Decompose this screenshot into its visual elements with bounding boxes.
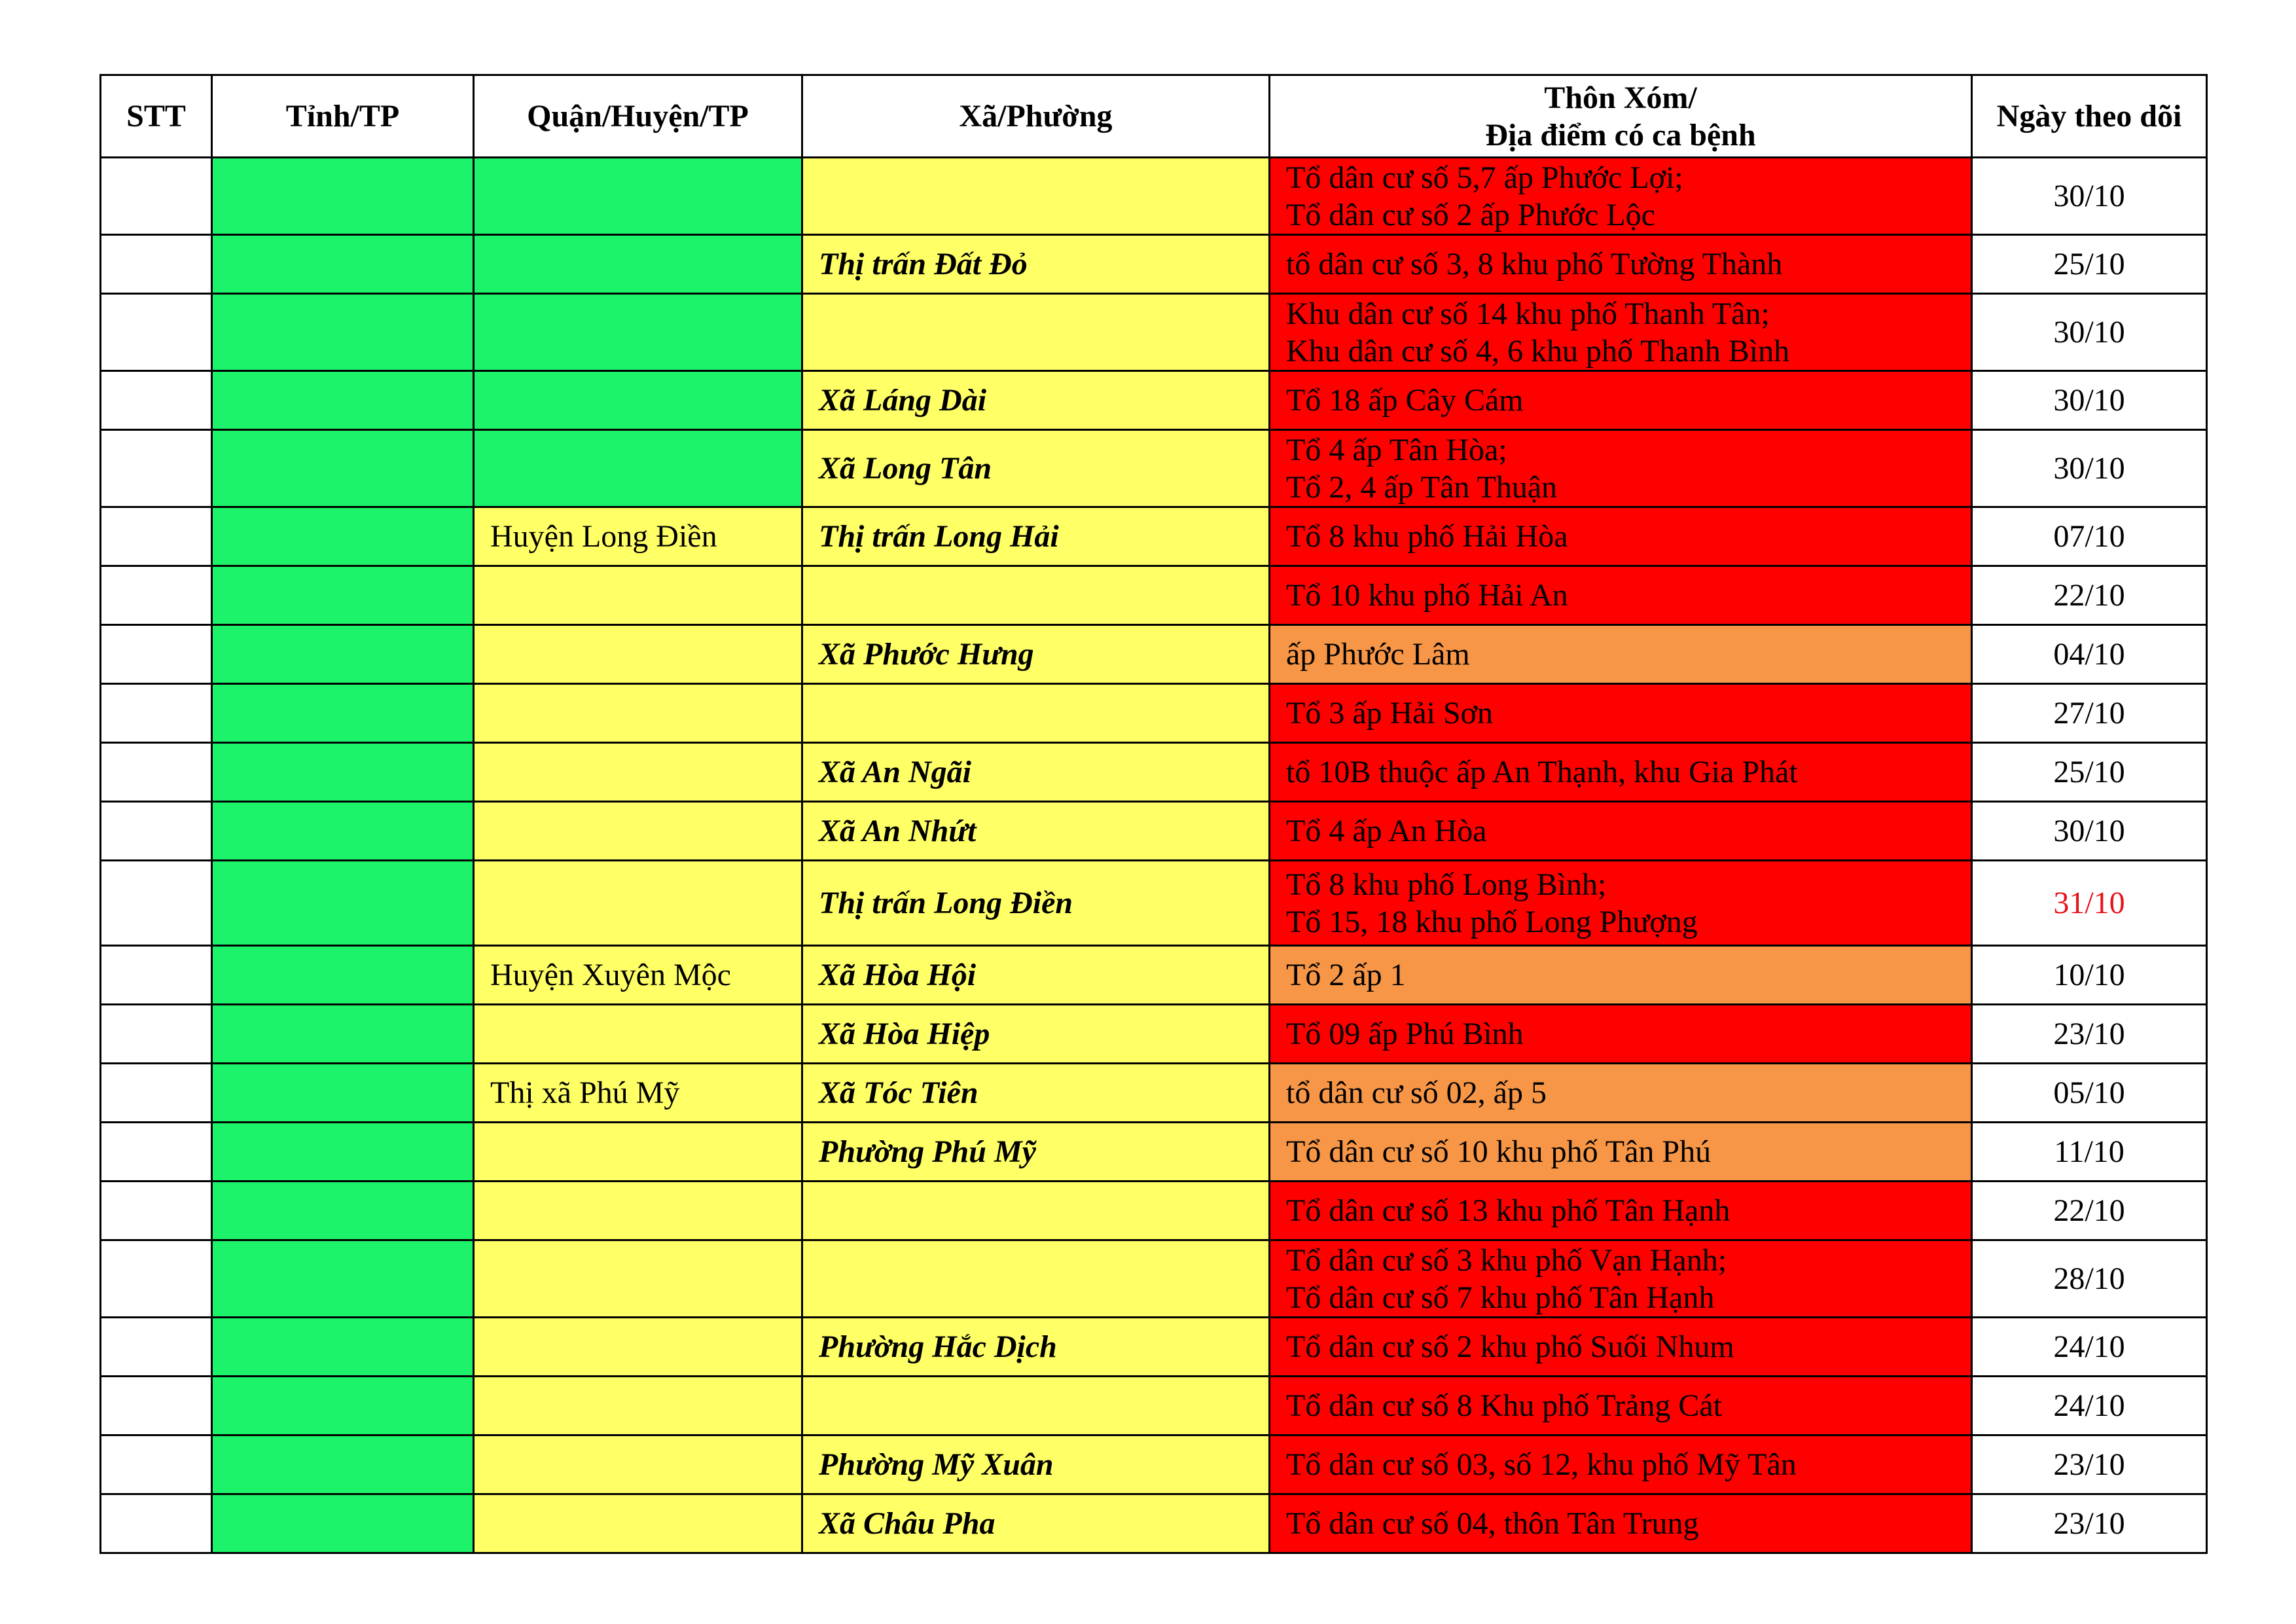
province-cell (212, 294, 474, 371)
stt-cell (101, 1005, 212, 1064)
location-line: Tổ 8 khu phố Long Bình; (1286, 867, 1607, 902)
header-district: Quận/Huyện/TP (474, 75, 802, 158)
commune-cell (802, 1377, 1270, 1435)
district-cell (474, 430, 802, 507)
stt-cell (101, 371, 212, 430)
location-line: Tổ dân cư số 04, thôn Tân Trung (1286, 1506, 1699, 1541)
district-cell (474, 861, 802, 946)
location-cell (1270, 1494, 1972, 1553)
district-cell (474, 1318, 802, 1377)
monitor-date-cell: 22/10 (1972, 566, 2207, 625)
stt-cell (101, 566, 212, 625)
monitor-date-cell: 28/10 (1972, 1240, 2207, 1318)
district-cell (474, 1123, 802, 1182)
location-cell (1270, 861, 1972, 946)
stt-cell (101, 235, 212, 294)
location-line: Khu dân cư số 14 khu phố Thanh Tân; (1286, 296, 1770, 331)
table-row (101, 1064, 2207, 1123)
province-cell (212, 507, 474, 566)
province-cell (212, 371, 474, 430)
stt-cell (101, 1123, 212, 1182)
header-location-line1: Thôn Xóm/ (1544, 80, 1697, 115)
location-cell (1270, 507, 1972, 566)
province-cell (212, 566, 474, 625)
monitor-date-cell: 30/10 (1972, 294, 2207, 371)
monitor-date-cell: 23/10 (1972, 1494, 2207, 1553)
commune-cell: Xã Hòa Hội (802, 946, 1270, 1005)
district-cell: Thị xã Phú Mỹ (474, 1064, 802, 1123)
stt-cell (101, 743, 212, 802)
location-cell (1270, 802, 1972, 861)
location-cell (1270, 158, 1972, 235)
location-cell (1270, 566, 1972, 625)
location-cell (1270, 1435, 1972, 1494)
district-cell (474, 1240, 802, 1318)
location-cell (1270, 625, 1972, 684)
table-row (101, 1318, 2207, 1377)
location-line: Tổ dân cư số 8 Khu phố Trảng Cát (1286, 1388, 1722, 1423)
header-stt: STT (101, 75, 212, 158)
province-cell (212, 684, 474, 743)
commune-cell: Phường Hắc Dịch (802, 1318, 1270, 1377)
commune-cell: Xã Phước Hưng (802, 625, 1270, 684)
district-cell: Huyện Xuyên Mộc (474, 946, 802, 1005)
commune-cell (802, 294, 1270, 371)
commune-cell: Phường Mỹ Xuân (802, 1435, 1270, 1494)
commune-cell: Thị trấn Long Điền (802, 861, 1270, 946)
location-line: Tổ dân cư số 2 khu phố Suối Nhum (1286, 1329, 1734, 1364)
header-location (1270, 75, 1972, 158)
location-line: Tổ 09 ấp Phú Bình (1286, 1017, 1524, 1051)
location-line: Tổ 2 ấp 1 (1286, 958, 1406, 992)
location-cell (1270, 1318, 1972, 1377)
location-line: Tổ dân cư số 5,7 ấp Phước Lợi; (1286, 160, 1683, 195)
province-cell (212, 1182, 474, 1240)
province-cell (212, 1494, 474, 1553)
location-cell (1270, 1005, 1972, 1064)
commune-cell: Thị trấn Long Hải (802, 507, 1270, 566)
table-row (101, 625, 2207, 684)
table-row (101, 743, 2207, 802)
location-cell (1270, 1240, 1972, 1318)
commune-cell: Phường Phú Mỹ (802, 1123, 1270, 1182)
location-cell (1270, 743, 1972, 802)
monitor-date-cell: 24/10 (1972, 1318, 2207, 1377)
commune-cell (802, 158, 1270, 235)
monitor-date-cell: 30/10 (1972, 158, 2207, 235)
province-cell (212, 235, 474, 294)
district-cell (474, 684, 802, 743)
table-row (101, 946, 2207, 1005)
province-cell (212, 1435, 474, 1494)
location-line: Tổ 10 khu phố Hải An (1286, 578, 1568, 613)
stt-cell (101, 430, 212, 507)
header-province: Tỉnh/TP (212, 75, 474, 158)
commune-cell: Xã An Ngãi (802, 743, 1270, 802)
district-cell (474, 625, 802, 684)
district-cell (474, 743, 802, 802)
stt-cell (101, 1318, 212, 1377)
commune-cell: Xã Long Tân (802, 430, 1270, 507)
commune-cell: Xã Láng Dài (802, 371, 1270, 430)
commune-cell: Thị trấn Đất Đỏ (802, 235, 1270, 294)
district-cell (474, 235, 802, 294)
province-cell (212, 1377, 474, 1435)
location-line: Tổ dân cư số 03, số 12, khu phố Mỹ Tân (1286, 1447, 1797, 1482)
monitor-date-cell: 25/10 (1972, 743, 2207, 802)
monitor-date-cell: 24/10 (1972, 1377, 2207, 1435)
district-cell (474, 158, 802, 235)
province-cell (212, 861, 474, 946)
header-commune: Xã/Phường (802, 75, 1270, 158)
commune-cell (802, 1182, 1270, 1240)
stt-cell (101, 1064, 212, 1123)
table-row (101, 684, 2207, 743)
province-cell (212, 946, 474, 1005)
location-cell (1270, 1123, 1972, 1182)
monitor-date-cell: 22/10 (1972, 1182, 2207, 1240)
district-cell (474, 1494, 802, 1553)
commune-cell (802, 1240, 1270, 1318)
location-cell (1270, 1064, 1972, 1123)
monitor-date-cell: 11/10 (1972, 1123, 2207, 1182)
location-line: Tổ 4 ấp Tân Hòa; (1286, 432, 1507, 467)
location-line: Tổ dân cư số 13 khu phố Tân Hạnh (1286, 1193, 1731, 1228)
table-row (101, 566, 2207, 625)
location-line: Tổ 2, 4 ấp Tân Thuận (1286, 469, 1558, 505)
location-line: Tổ dân cư số 7 khu phố Tân Hạnh (1286, 1280, 1715, 1315)
table-row (101, 371, 2207, 430)
monitor-date-cell: 30/10 (1972, 430, 2207, 507)
stt-cell (101, 1435, 212, 1494)
location-line: Tổ dân cư số 2 ấp Phước Lộc (1286, 197, 1655, 232)
monitor-date-cell: 23/10 (1972, 1005, 2207, 1064)
stt-cell (101, 158, 212, 235)
table-row (101, 235, 2207, 294)
province-cell (212, 1318, 474, 1377)
location-cell (1270, 1377, 1972, 1435)
stt-cell (101, 1377, 212, 1435)
table-row (101, 1005, 2207, 1064)
table-row (101, 1435, 2207, 1494)
province-cell (212, 625, 474, 684)
location-line: tổ dân cư số 3, 8 khu phố Tường Thành (1286, 247, 1783, 281)
location-line: Tổ 8 khu phố Hải Hòa (1286, 519, 1568, 554)
district-cell (474, 1377, 802, 1435)
table-row (101, 1494, 2207, 1553)
commune-cell: Xã Châu Pha (802, 1494, 1270, 1553)
table-row (101, 1377, 2207, 1435)
stt-cell (101, 1240, 212, 1318)
stt-cell (101, 861, 212, 946)
table-row (101, 1240, 2207, 1318)
stt-cell (101, 684, 212, 743)
location-cell (1270, 294, 1972, 371)
location-line: tổ 10B thuộc ấp An Thạnh, khu Gia Phát (1286, 755, 1798, 789)
location-cell (1270, 1182, 1972, 1240)
stt-cell (101, 625, 212, 684)
district-cell (474, 802, 802, 861)
table-row (101, 861, 2207, 946)
province-cell (212, 1005, 474, 1064)
location-line: Khu dân cư số 4, 6 khu phố Thanh Bình (1286, 333, 1790, 369)
table-row (101, 1123, 2207, 1182)
province-cell (212, 1064, 474, 1123)
monitor-date-cell: 30/10 (1972, 802, 2207, 861)
location-line: Tổ 4 ấp An Hòa (1286, 814, 1487, 848)
monitor-date-cell: 31/10 (1972, 861, 2207, 946)
monitor-date-cell: 27/10 (1972, 684, 2207, 743)
table-row (101, 158, 2207, 235)
monitor-date-cell: 04/10 (1972, 625, 2207, 684)
header-location-line2: Địa điểm có ca bệnh (1485, 117, 1756, 153)
commune-cell (802, 566, 1270, 625)
header-monitor-date: Ngày theo dõi (1972, 75, 2207, 158)
stt-cell (101, 294, 212, 371)
monitor-date-cell: 25/10 (1972, 235, 2207, 294)
table-row (101, 430, 2207, 507)
stt-cell (101, 946, 212, 1005)
header-row (101, 75, 2207, 158)
location-cell (1270, 235, 1972, 294)
district-cell (474, 1435, 802, 1494)
location-cell (1270, 371, 1972, 430)
province-cell (212, 802, 474, 861)
province-cell (212, 158, 474, 235)
commune-cell (802, 684, 1270, 743)
commune-cell: Xã Hòa Hiệp (802, 1005, 1270, 1064)
table-row (101, 294, 2207, 371)
district-cell (474, 1005, 802, 1064)
monitor-date-cell: 30/10 (1972, 371, 2207, 430)
case-location-table (99, 74, 2208, 1554)
province-cell (212, 1240, 474, 1318)
location-line: Tổ 3 ấp Hải Sơn (1286, 696, 1494, 731)
table-row (101, 1182, 2207, 1240)
district-cell (474, 294, 802, 371)
stt-cell (101, 507, 212, 566)
district-cell (474, 566, 802, 625)
monitor-date-cell: 07/10 (1972, 507, 2207, 566)
stt-cell (101, 802, 212, 861)
location-line: Tổ 18 ấp Cây Cám (1286, 383, 1524, 418)
province-cell (212, 1123, 474, 1182)
location-line: tổ dân cư số 02, ấp 5 (1286, 1075, 1547, 1110)
commune-cell: Xã An Nhứt (802, 802, 1270, 861)
location-cell (1270, 684, 1972, 743)
district-cell: Huyện Long Điền (474, 507, 802, 566)
location-line: ấp Phước Lâm (1286, 637, 1470, 672)
district-cell (474, 1182, 802, 1240)
location-cell (1270, 430, 1972, 507)
table-row (101, 507, 2207, 566)
table-body (101, 158, 2207, 1553)
monitor-date-cell: 23/10 (1972, 1435, 2207, 1494)
district-cell (474, 371, 802, 430)
location-line: Tổ 15, 18 khu phố Long Phượng (1286, 904, 1698, 939)
stt-cell (101, 1182, 212, 1240)
stt-cell (101, 1494, 212, 1553)
location-cell (1270, 946, 1972, 1005)
province-cell (212, 743, 474, 802)
location-line: Tổ dân cư số 10 khu phố Tân Phú (1286, 1134, 1712, 1169)
location-line: Tổ dân cư số 3 khu phố Vạn Hạnh; (1286, 1242, 1727, 1278)
monitor-date-cell: 05/10 (1972, 1064, 2207, 1123)
province-cell (212, 430, 474, 507)
table-row (101, 802, 2207, 861)
commune-cell: Xã Tóc Tiên (802, 1064, 1270, 1123)
monitor-date-cell: 10/10 (1972, 946, 2207, 1005)
